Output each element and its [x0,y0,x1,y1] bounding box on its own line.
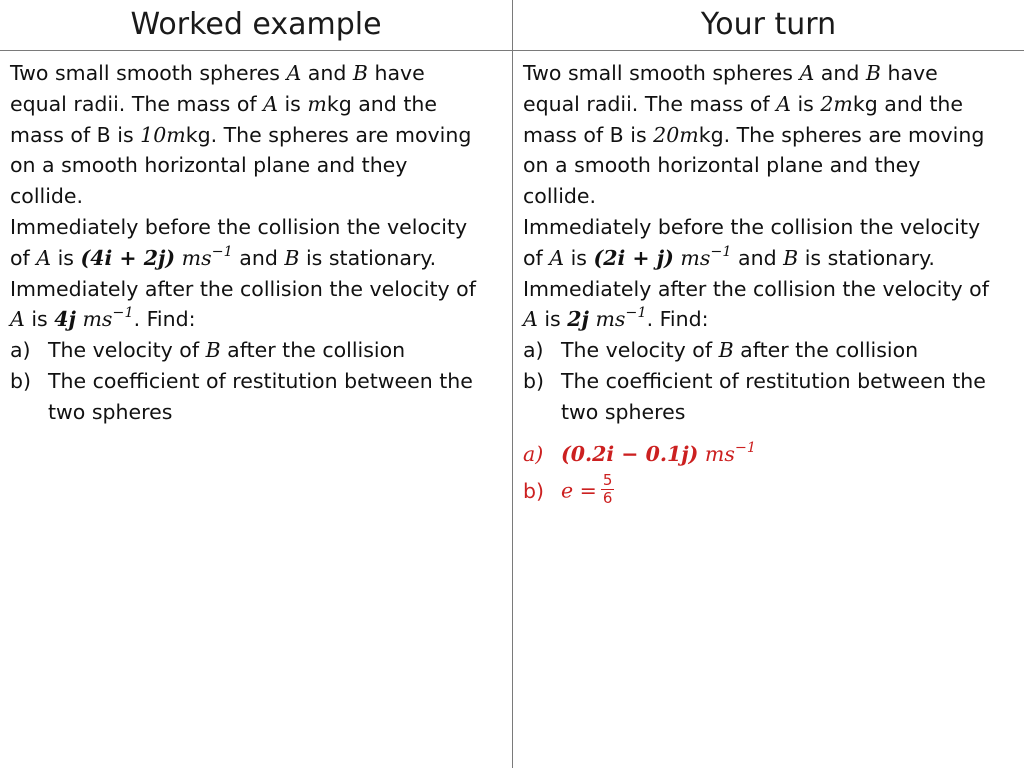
worked-example-panel [10,58,506,428]
your-turn-problem-text: Two small smooth spheres A and B have equal radii. The mass of A is 2mkg and the mass of B is 20mkg. The spheres are moving on a smooth horizontal plane and they collide. Immediately before the collision the velocity of A is (2i + j) $ms^{-1}$ and B is stationary. Immediately after the collision the velocity of A is 2j $ms^{-1}$. Find: [523,61,989,332]
velocity-before: (2i + j) [593,245,674,270]
question-a: a) The velocity of B after the collision [10,338,406,363]
fraction: $\frac{5}{6}$ [602,471,613,508]
question-b: b) The coefficient of restitution between the two spheres [10,368,473,424]
velocity-after: 4j [54,307,76,332]
question-b: b) The coefficient of restitution between the two spheres [523,368,986,424]
velocity-before: (4i + 2j) [80,245,176,270]
worked-example-title: Worked example [130,7,382,42]
worked-problem-text: Two small smooth spheres A and B have equal radii. The mass of A is mkg and the mass of B is 10mkg. The spheres are moving on a smooth horizontal plane and they collide. Immediately before the collision the velocity of A is (4i + 2j) $ms^{-1}$ and B is stationary. Immediately after the collision the velocity of A is 4j $ms^{-1}$. Find: [10,61,476,332]
answers [523,438,1015,512]
question-a: a) The velocity of B after the collision [523,338,919,363]
velocity-after: 2j [567,307,589,332]
column-divider [512,0,513,768]
answer-a: a) (0.2i − 0.1j) $ms^{-1}$ [523,439,757,467]
your-turn-title: Your turn [700,7,837,42]
your-turn-panel [523,58,1015,512]
answer-b: b) e = $\frac{5}{6}$ [523,471,613,508]
